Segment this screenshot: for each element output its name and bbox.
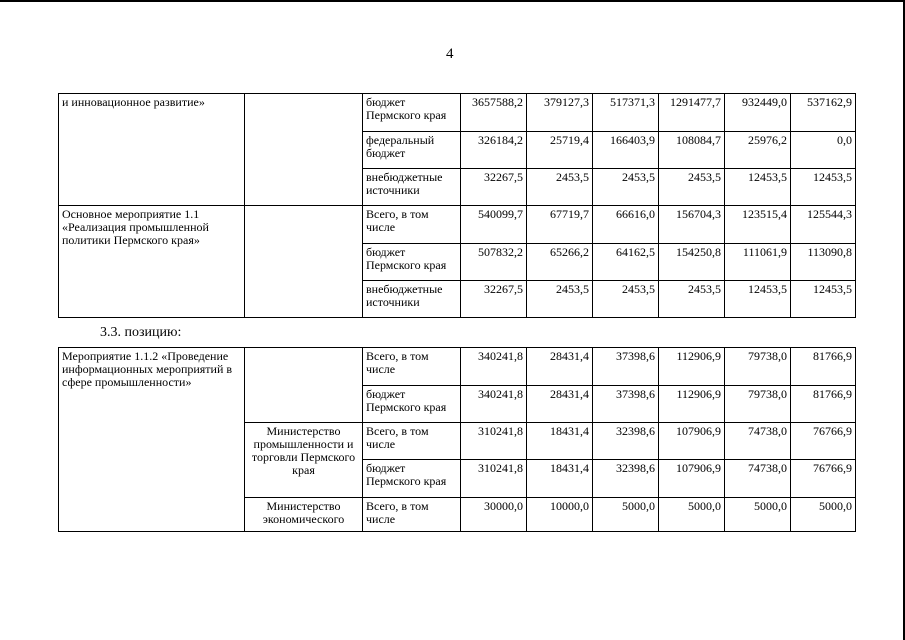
value-cell: 5000,0 <box>659 498 725 532</box>
value-cell: 30000,0 <box>461 498 527 532</box>
value-cell: 74738,0 <box>725 460 791 498</box>
value-cell: 5000,0 <box>725 498 791 532</box>
value-cell: 10000,0 <box>527 498 593 532</box>
value-cell: 932449,0 <box>725 94 791 132</box>
value-cell: 18431,4 <box>527 423 593 460</box>
source-cell: бюджет Пермского края <box>363 244 461 281</box>
value-cell: 113090,8 <box>791 244 856 281</box>
value-cell: 67719,7 <box>527 206 593 244</box>
source-cell: Всего, в том числе <box>363 498 461 532</box>
value-cell: 12453,5 <box>725 281 791 318</box>
value-cell: 537162,9 <box>791 94 856 132</box>
executor-cell <box>245 348 363 423</box>
value-cell: 76766,9 <box>791 423 856 460</box>
source-cell: федеральный бюджет <box>363 132 461 169</box>
event-name-cell: Мероприятие 1.1.2 «Проведение информационных мероприятий в сфере промышленности» <box>59 348 245 532</box>
executor-cell: Министерство промышленности и торговли Пермского края <box>245 423 363 498</box>
value-cell: 107906,9 <box>659 460 725 498</box>
value-cell: 540099,7 <box>461 206 527 244</box>
value-cell: 12453,5 <box>791 281 856 318</box>
value-cell: 79738,0 <box>725 348 791 386</box>
value-cell: 340241,8 <box>461 386 527 423</box>
value-cell: 76766,9 <box>791 460 856 498</box>
value-cell: 12453,5 <box>725 169 791 206</box>
value-cell: 107906,9 <box>659 423 725 460</box>
value-cell: 310241,8 <box>461 460 527 498</box>
value-cell: 154250,8 <box>659 244 725 281</box>
executor-cell: Министерство экономического <box>245 498 363 532</box>
value-cell: 111061,9 <box>725 244 791 281</box>
source-cell: внебюджетные источники <box>363 169 461 206</box>
value-cell: 156704,3 <box>659 206 725 244</box>
value-cell: 32267,5 <box>461 281 527 318</box>
value-cell: 37398,6 <box>593 348 659 386</box>
value-cell: 2453,5 <box>593 169 659 206</box>
executor-cell <box>245 94 363 206</box>
value-cell: 517371,3 <box>593 94 659 132</box>
value-cell: 108084,7 <box>659 132 725 169</box>
value-cell: 125544,3 <box>791 206 856 244</box>
value-cell: 379127,3 <box>527 94 593 132</box>
source-cell: Всего, в том числе <box>363 206 461 244</box>
source-cell: Всего, в том числе <box>363 348 461 386</box>
section-heading: 3.3. позицию: <box>100 325 182 340</box>
value-cell: 112906,9 <box>659 348 725 386</box>
value-cell: 32398,6 <box>593 423 659 460</box>
value-cell: 12453,5 <box>791 169 856 206</box>
value-cell: 32267,5 <box>461 169 527 206</box>
value-cell: 81766,9 <box>791 348 856 386</box>
value-cell: 64162,5 <box>593 244 659 281</box>
source-cell: внебюджетные источники <box>363 281 461 318</box>
value-cell: 66616,0 <box>593 206 659 244</box>
page-border-top <box>0 0 905 2</box>
program-name-cell: и инновационное развитие» <box>59 94 245 206</box>
page-number: 4 <box>446 46 454 62</box>
value-cell: 0,0 <box>791 132 856 169</box>
value-cell: 28431,4 <box>527 348 593 386</box>
executor-cell <box>245 206 363 318</box>
value-cell: 2453,5 <box>527 169 593 206</box>
source-cell: бюджет Пермского края <box>363 94 461 132</box>
funding-table-event <box>58 347 856 532</box>
value-cell: 2453,5 <box>593 281 659 318</box>
table-row <box>59 206 856 244</box>
value-cell: 81766,9 <box>791 386 856 423</box>
value-cell: 28431,4 <box>527 386 593 423</box>
value-cell: 166403,9 <box>593 132 659 169</box>
event-name-cell: Основное мероприятие 1.1 «Реализация промышленной политики Пермского края» <box>59 206 245 318</box>
value-cell: 123515,4 <box>725 206 791 244</box>
value-cell: 2453,5 <box>659 169 725 206</box>
source-cell: бюджет Пермского края <box>363 386 461 423</box>
value-cell: 74738,0 <box>725 423 791 460</box>
value-cell: 1291477,7 <box>659 94 725 132</box>
value-cell: 310241,8 <box>461 423 527 460</box>
value-cell: 25719,4 <box>527 132 593 169</box>
value-cell: 25976,2 <box>725 132 791 169</box>
value-cell: 18431,4 <box>527 460 593 498</box>
value-cell: 65266,2 <box>527 244 593 281</box>
value-cell: 326184,2 <box>461 132 527 169</box>
value-cell: 112906,9 <box>659 386 725 423</box>
value-cell: 32398,6 <box>593 460 659 498</box>
value-cell: 3657588,2 <box>461 94 527 132</box>
value-cell: 2453,5 <box>527 281 593 318</box>
value-cell: 37398,6 <box>593 386 659 423</box>
value-cell: 340241,8 <box>461 348 527 386</box>
table-row <box>59 348 856 386</box>
value-cell: 5000,0 <box>593 498 659 532</box>
table-row <box>59 94 856 132</box>
funding-table-program <box>58 93 856 318</box>
source-cell: бюджет Пермского края <box>363 460 461 498</box>
value-cell: 79738,0 <box>725 386 791 423</box>
source-cell: Всего, в том числе <box>363 423 461 460</box>
value-cell: 2453,5 <box>659 281 725 318</box>
value-cell: 5000,0 <box>791 498 856 532</box>
value-cell: 507832,2 <box>461 244 527 281</box>
